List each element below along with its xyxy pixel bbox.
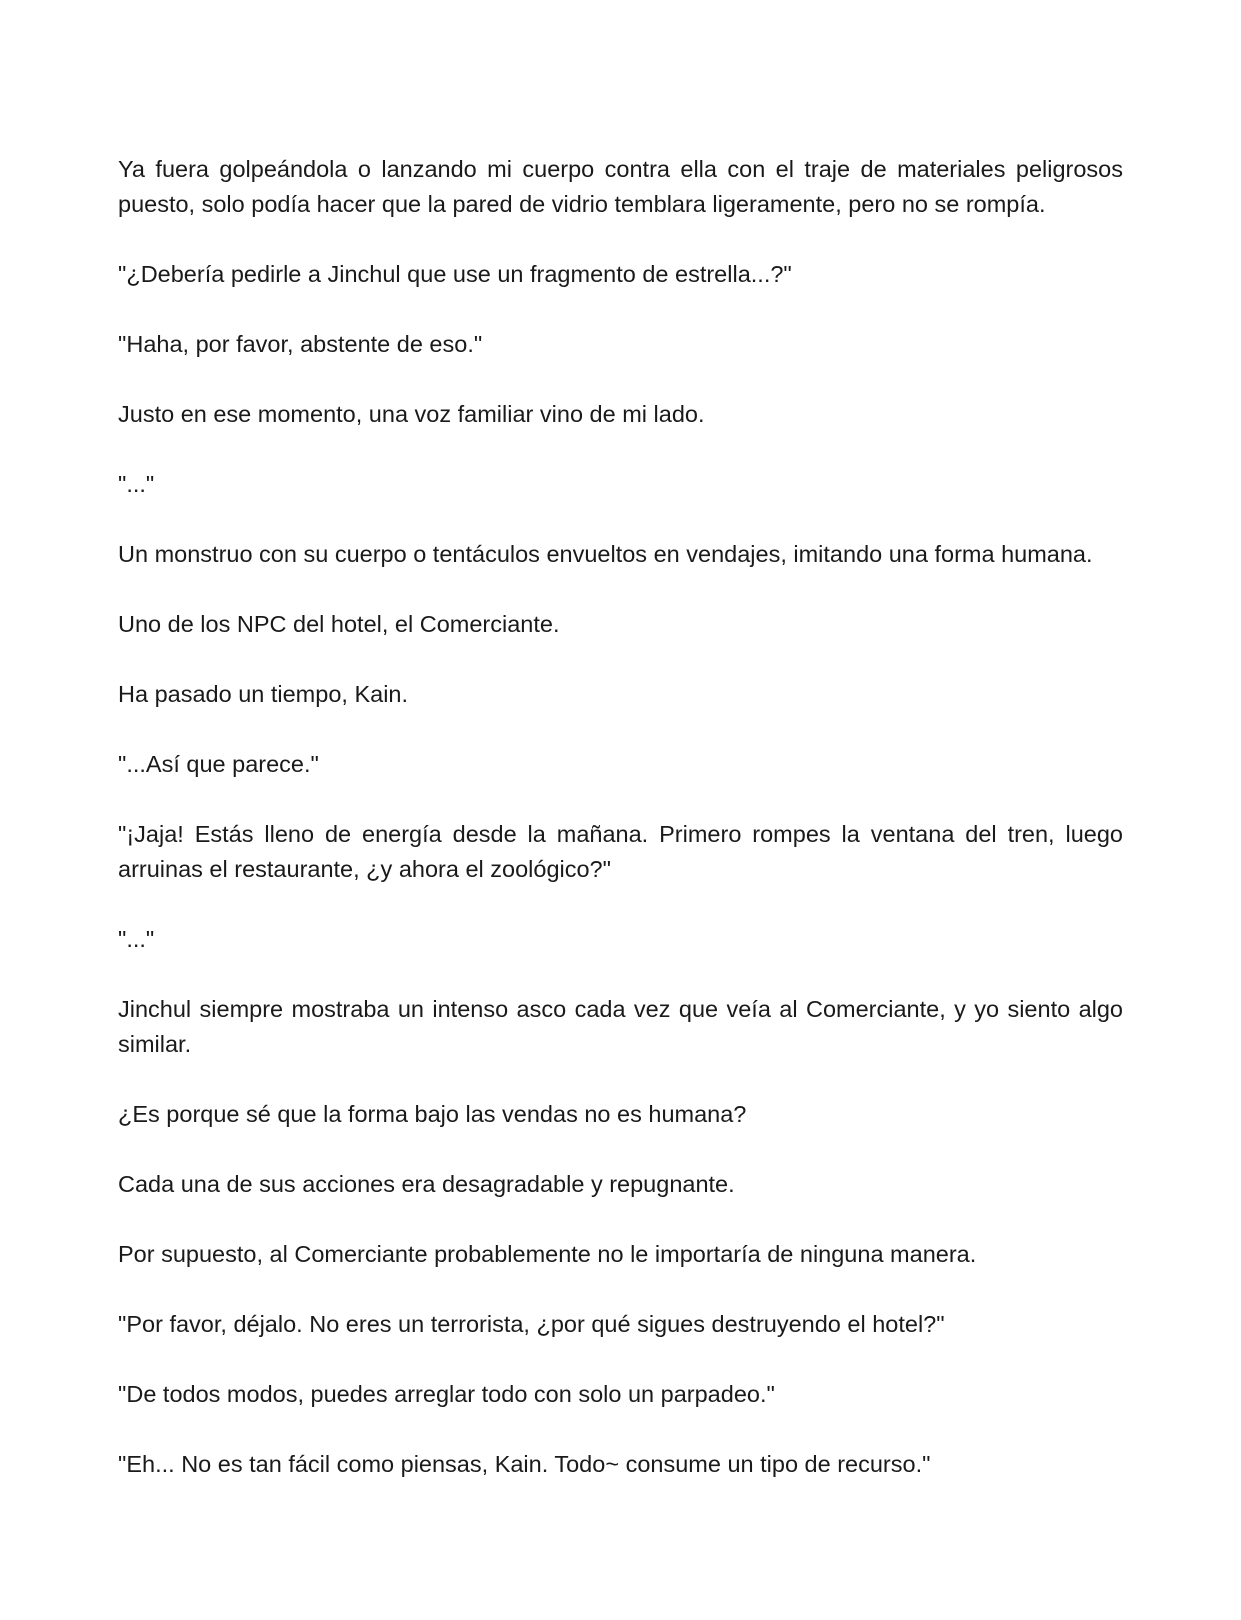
paragraph: Jinchul siempre mostraba un intenso asco cada vez que veía al Comerciante, y yo siento algo similar.	[118, 996, 1123, 1057]
paragraph: "Haha, por favor, abstente de eso."	[118, 331, 483, 357]
paragraph: "Eh... No es tan fácil como piensas, Kain. Todo~ consume un tipo de recurso."	[118, 1451, 931, 1477]
paragraph: "¡Jaja! Estás lleno de energía desde la mañana. Primero rompes la ventana del tren, luego arruinas el restaurante, ¿y ahora el zoológico?"	[118, 821, 1123, 882]
paragraph: "..."	[118, 926, 155, 952]
paragraph: "¿Debería pedirle a Jinchul que use un fragmento de estrella...?"	[118, 261, 792, 287]
paragraph: "..."	[118, 471, 155, 497]
paragraph: "Por favor, déjalo. No eres un terrorista, ¿por qué sigues destruyendo el hotel?"	[118, 1311, 945, 1337]
paragraph: Ya fuera golpeándola o lanzando mi cuerpo contra ella con el traje de materiales peligrosos puesto, solo podía hacer que la pared de vidrio temblara ligeramente, pero no se rompía.	[118, 156, 1123, 217]
paragraph: ¿Es porque sé que la forma bajo las vendas no es humana?	[118, 1101, 747, 1127]
paragraph: Ha pasado un tiempo, Kain.	[118, 681, 409, 707]
paragraph: "De todos modos, puedes arreglar todo con solo un parpadeo."	[118, 1381, 775, 1407]
paragraph: Justo en ese momento, una voz familiar vino de mi lado.	[118, 401, 705, 427]
paragraph: "...Así que parece."	[118, 751, 319, 777]
paragraph: Cada una de sus acciones era desagradable y repugnante.	[118, 1171, 735, 1197]
document-body	[118, 152, 1123, 1517]
paragraph: Un monstruo con su cuerpo o tentáculos envueltos en vendajes, imitando una forma humana.	[118, 541, 1093, 567]
paragraph: Uno de los NPC del hotel, el Comerciante.	[118, 611, 560, 637]
paragraph: Por supuesto, al Comerciante probablemente no le importaría de ninguna manera.	[118, 1241, 977, 1267]
